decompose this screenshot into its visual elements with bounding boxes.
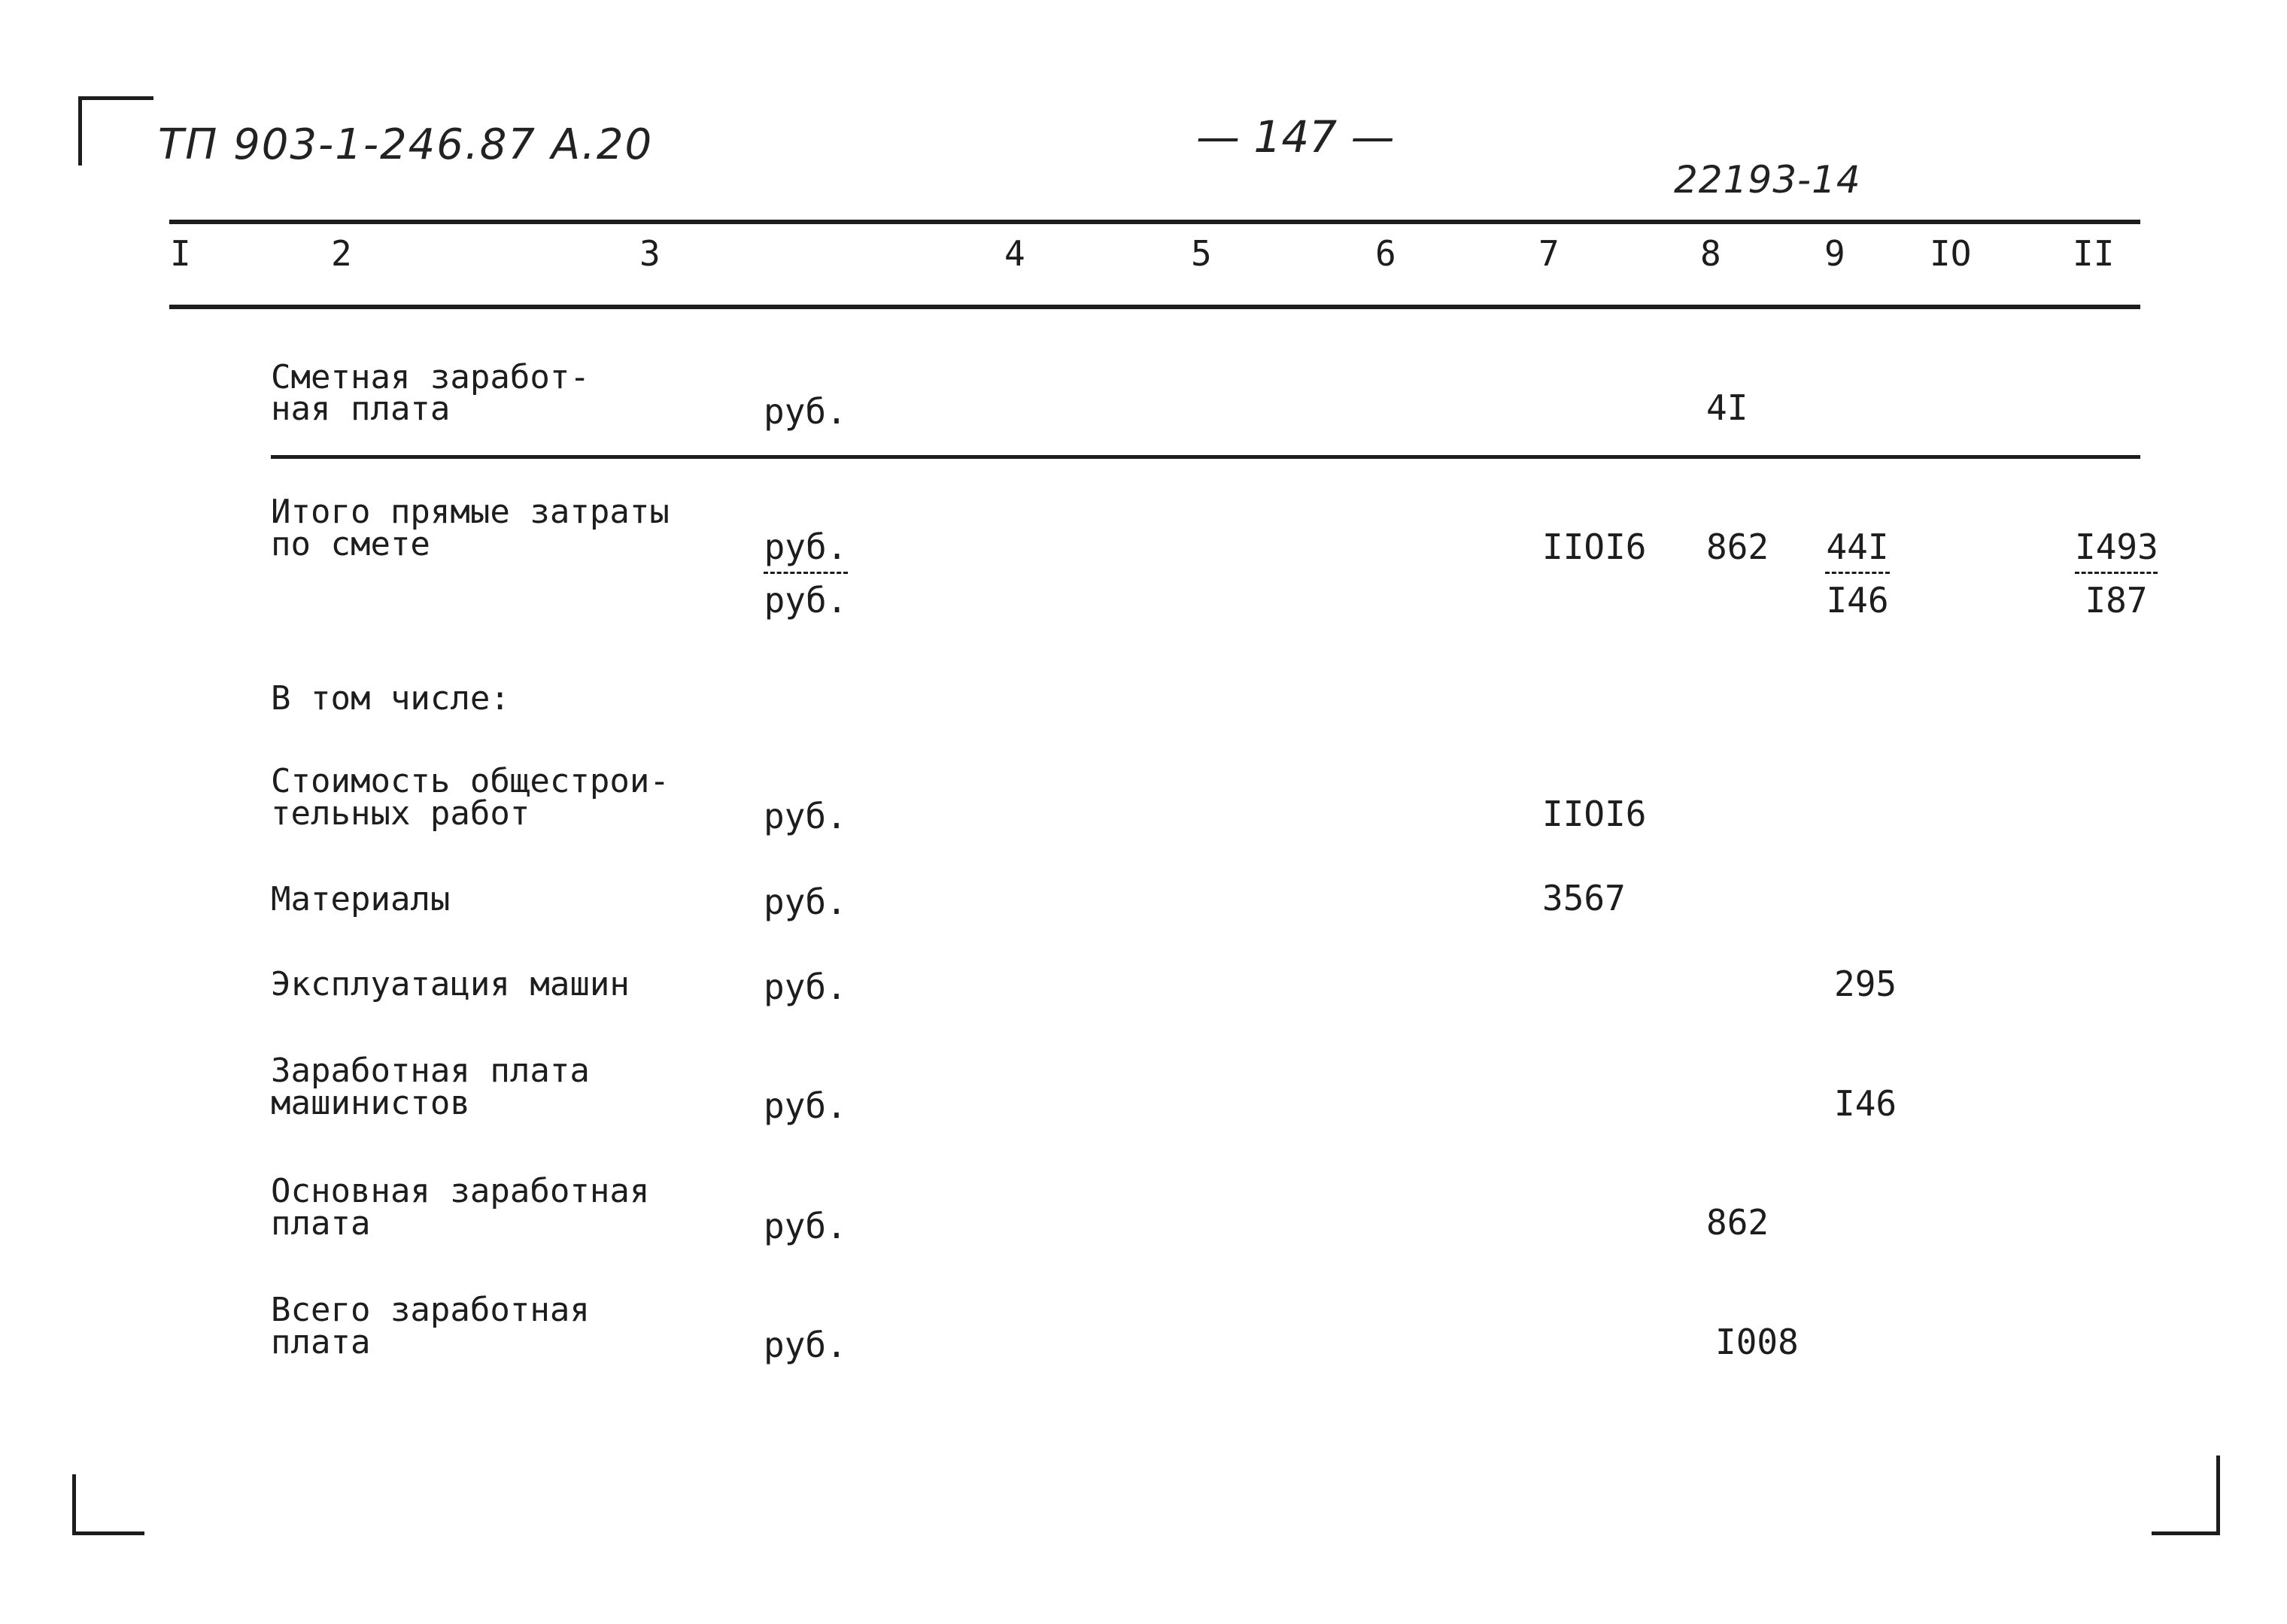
column-number-3: 3	[639, 233, 661, 274]
row-label-v-tom-chisle: В том числе:	[271, 679, 510, 718]
row-unit-materialy: руб.	[764, 882, 847, 922]
column-number-10: IO	[1930, 233, 1972, 274]
row-label-materialy: Материалы	[271, 880, 451, 918]
row-value-itogo-col11-fraction	[2075, 527, 2158, 621]
row-label-vsego-zp-line2: плата	[271, 1323, 371, 1361]
row-label-itogo-line1: Итого прямые затраты	[271, 493, 670, 531]
row-value-itogo-col7: IIOI6	[1542, 527, 1647, 567]
row-value-itogo-col8: 862	[1706, 527, 1769, 567]
row-unit-itogo-bottom: руб.	[764, 580, 848, 621]
table-top-rule	[169, 220, 2140, 224]
table-header-bottom-rule	[169, 305, 2140, 309]
row-label-smetnaya-line2: ная плата	[271, 390, 451, 428]
row-value-itogo-col11-bottom: I87	[2085, 580, 2148, 621]
column-number-8: 8	[1700, 233, 1721, 274]
frame-corner-bottom-right-horizontal	[2152, 1531, 2220, 1535]
page-number: — 147 —	[1196, 111, 1395, 162]
row-label-ekspluatatsiya: Эксплуатация машин	[271, 965, 630, 1003]
row-value-vsego-zp-col8: I008	[1715, 1322, 1799, 1362]
column-number-11: II	[2073, 233, 2115, 274]
row-value-itogo-col9-fraction	[1825, 527, 1890, 621]
row-label-vsego-zp-line1: Всего заработная	[271, 1291, 590, 1329]
row-unit-itogo-top: руб.	[764, 527, 848, 567]
frame-corner-top-left-horizontal	[78, 96, 153, 100]
document-code: ТП 903-1-246.87 А.20	[158, 120, 654, 169]
row-value-smetnaya-col8: 4I	[1706, 387, 1748, 428]
frame-corner-bottom-left-horizontal	[72, 1531, 144, 1535]
row-unit-smetnaya: руб.	[764, 391, 847, 432]
column-number-7: 7	[1538, 233, 1560, 274]
row-label-osnovnaya-zp-line2: плата	[271, 1204, 371, 1243]
column-number-6: 6	[1375, 233, 1396, 274]
row-label-osnovnaya-zp-line1: Основная заработная	[271, 1172, 650, 1210]
column-number-9: 9	[1824, 233, 1845, 274]
frame-corner-top-left-vertical	[78, 96, 82, 165]
row-unit-vsego-zp: руб.	[764, 1325, 847, 1365]
row-label-obshchestroit-line1: Стоимость общестрои-	[271, 762, 670, 800]
row-label-smetnaya-line1: Сметная заработ-	[271, 358, 590, 396]
row-label-zp-mashinistov-line2: машинистов	[271, 1084, 470, 1122]
fraction-dash-line	[2075, 572, 2158, 574]
album-code: 22193-14	[1674, 158, 1861, 202]
row-value-ekspluatatsiya-col9: 295	[1834, 964, 1897, 1004]
fraction-dash-line	[1825, 572, 1890, 574]
column-number-4: 4	[1004, 233, 1025, 274]
row-unit-zp-mashinistov: руб.	[764, 1085, 847, 1126]
column-number-1: I	[170, 233, 191, 274]
row-value-itogo-col9-bottom: I46	[1826, 580, 1889, 621]
column-number-5: 5	[1191, 233, 1212, 274]
frame-corner-bottom-right-vertical	[2216, 1456, 2220, 1535]
row-value-zp-mashinistov-col9: I46	[1834, 1083, 1897, 1124]
row-unit-obshchestroit: руб.	[764, 796, 847, 836]
row-label-itogo-line2: по смете	[271, 525, 430, 563]
row-label-obshchestroit-line2: тельных работ	[271, 794, 530, 833]
row-unit-itogo-fraction	[764, 527, 848, 621]
row-value-itogo-col11-top: I493	[2075, 527, 2158, 567]
row-value-osnovnaya-zp-col8: 862	[1706, 1202, 1769, 1243]
frame-corner-bottom-left-vertical	[72, 1474, 76, 1534]
fraction-dash-line	[764, 572, 848, 574]
row-unit-osnovnaya-zp: руб.	[764, 1206, 847, 1246]
row-value-obshchestroit-col7: IIOI6	[1542, 794, 1647, 834]
section-divider-rule	[271, 455, 2140, 459]
row-value-itogo-col9-top: 44I	[1826, 527, 1889, 567]
row-label-zp-mashinistov-line1: Заработная плата	[271, 1052, 590, 1090]
row-unit-ekspluatatsiya: руб.	[764, 967, 847, 1007]
row-value-materialy-col7: 3567	[1542, 878, 1626, 918]
column-number-2: 2	[331, 233, 352, 274]
